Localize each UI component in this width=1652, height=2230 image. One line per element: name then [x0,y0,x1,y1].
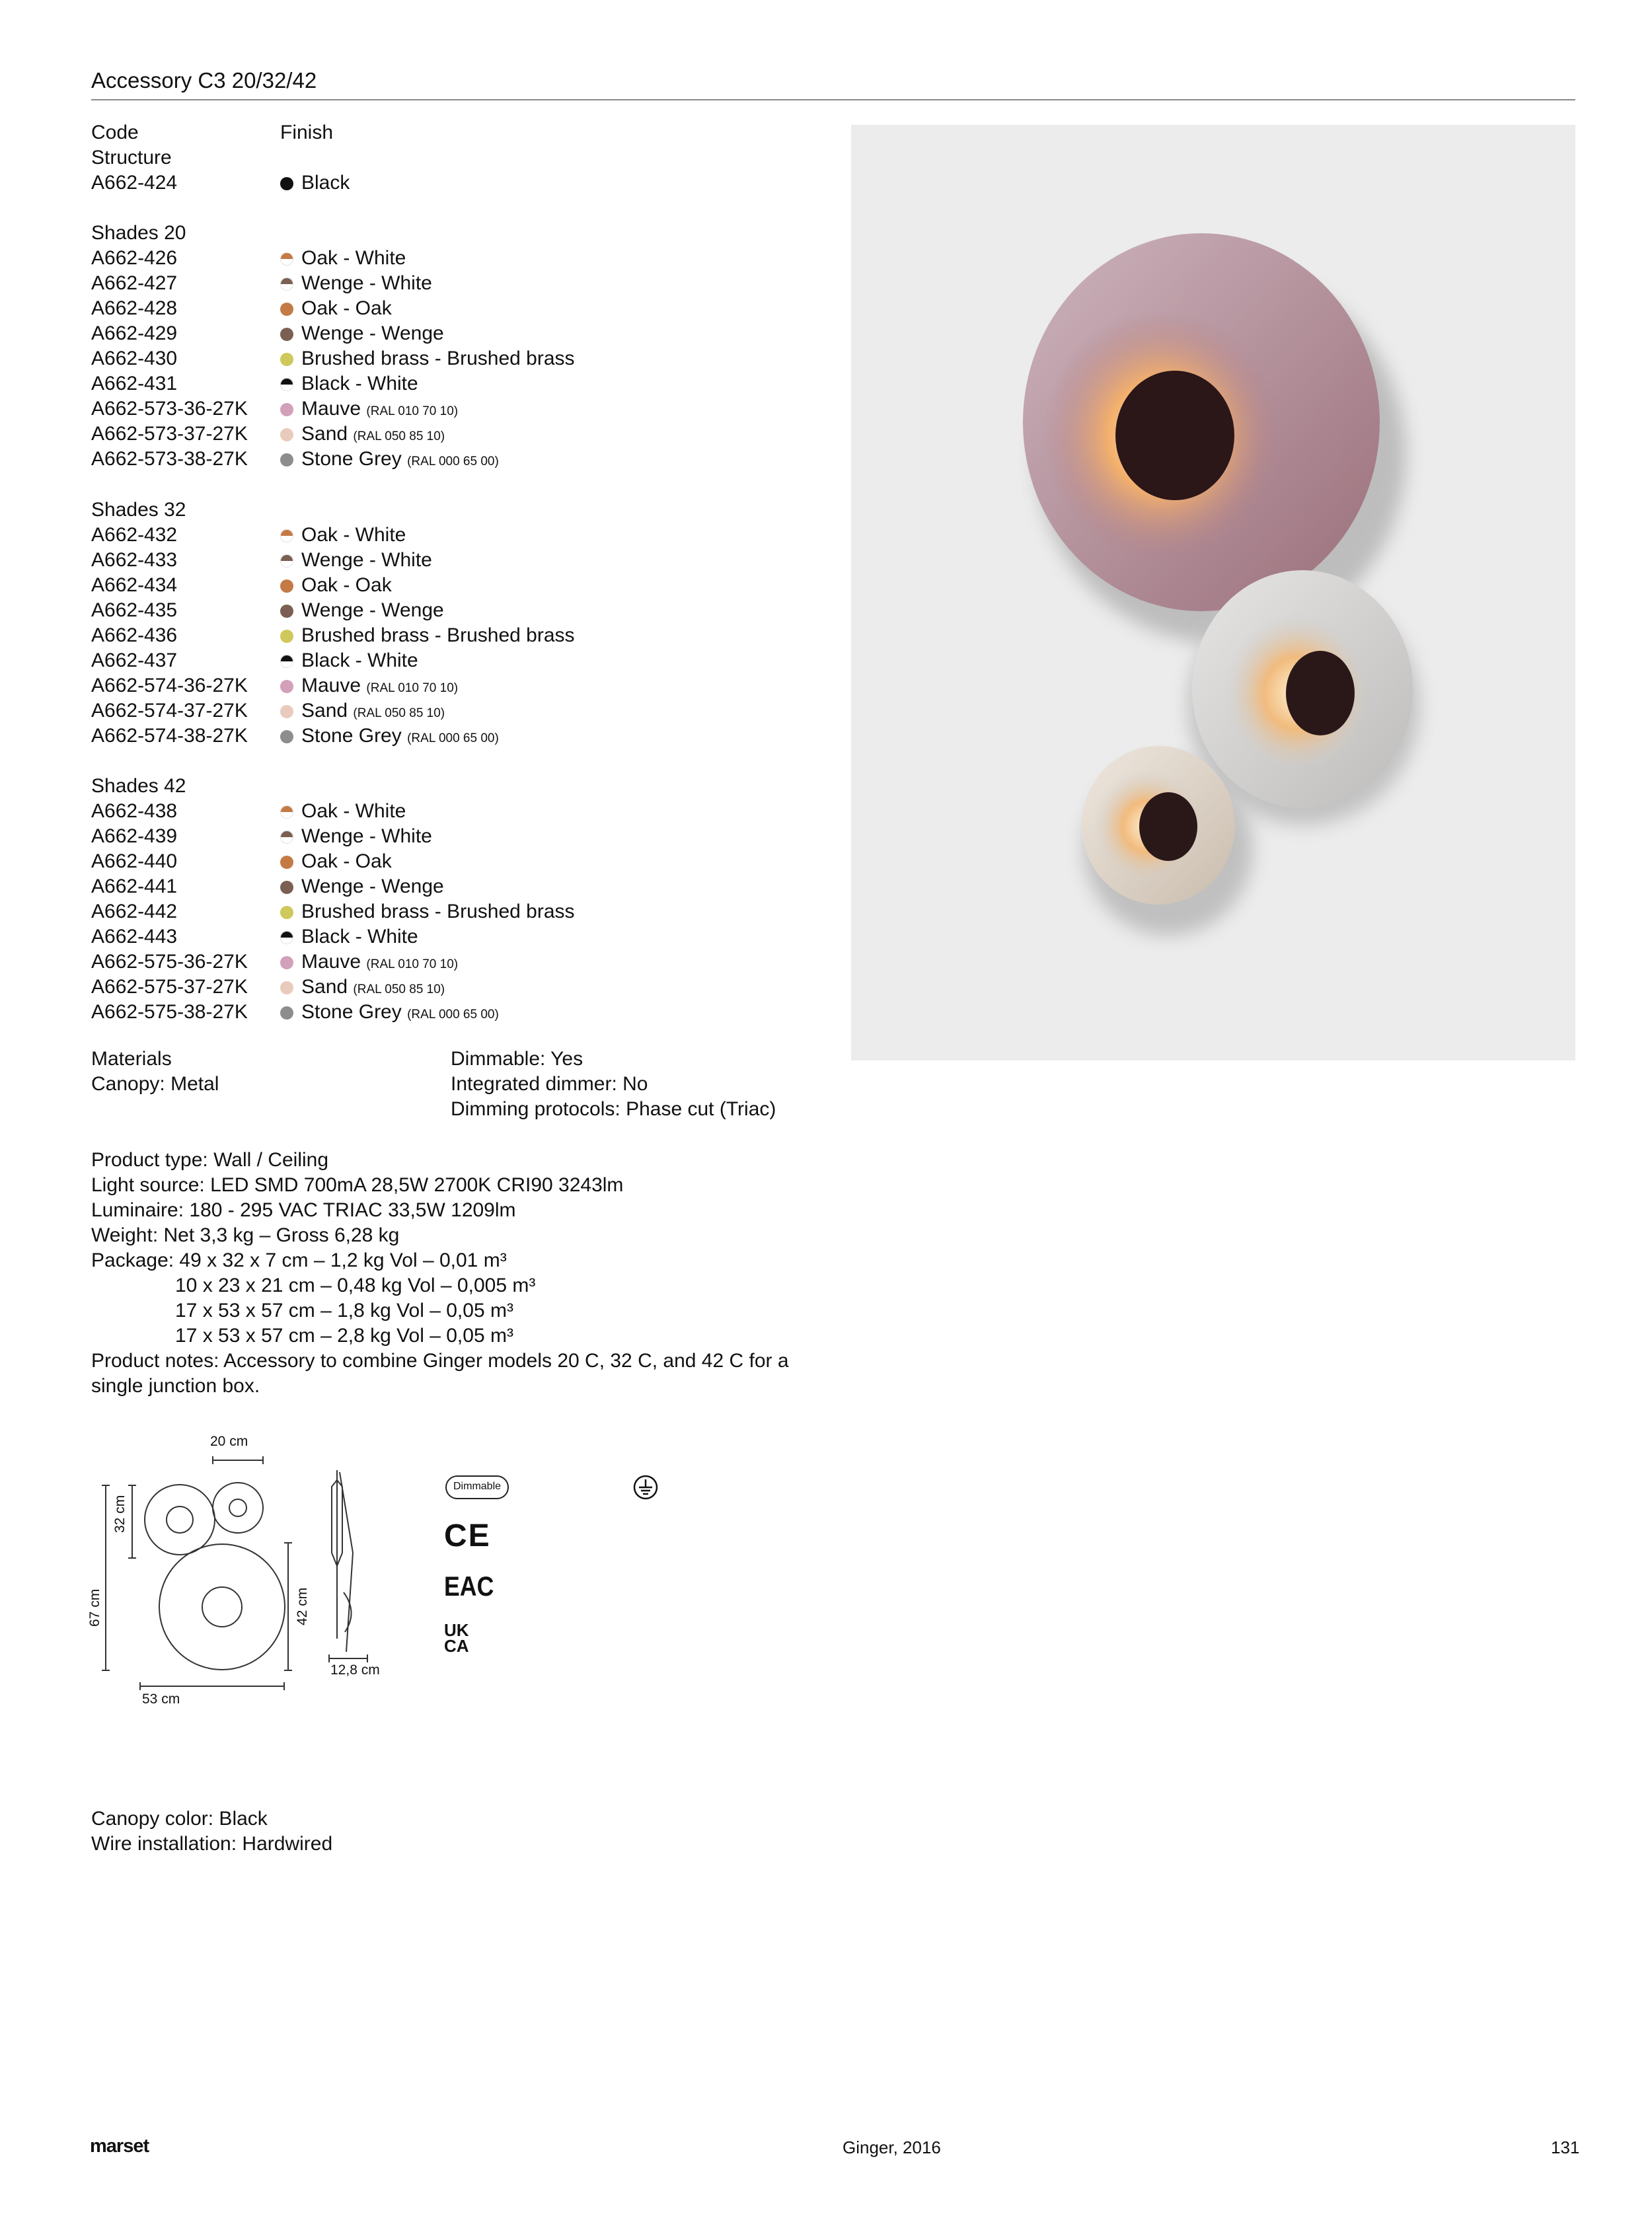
eac-mark: EAC [444,1571,494,1602]
finish-label: Oak - White [301,800,406,822]
finish-name [301,799,406,824]
ral-code: (RAL 000 65 00) [407,731,499,745]
shade-group-heading: Shades 20 [91,222,186,244]
finish-name [301,698,445,726]
product-code: A662-429 [91,322,178,344]
product-code: A662-575-37-27K [91,976,248,998]
product-code: A662-573-38-27K [91,448,248,470]
finish-swatch-icon [280,831,293,844]
finish-name [301,874,444,899]
finish-swatch-icon [280,579,293,593]
finish-name [301,396,458,424]
dimmable-badge: Dimmable [445,1475,509,1499]
finish-name [301,724,499,751]
finish-swatch-icon [280,931,293,944]
grey-shade-lamp [1192,570,1413,808]
product-code: A662-424 [91,172,178,194]
finish-label: Brushed brass - Brushed brass [301,348,575,369]
ral-code: (RAL 000 65 00) [407,455,499,468]
product-code: A662-428 [91,297,178,319]
ral-code: (RAL 050 85 10) [353,429,445,443]
finish-label: Mauve [301,951,361,973]
canopy-material: Canopy: Metal [91,1073,219,1095]
finish-swatch-icon [280,378,293,391]
dimmable-spec: Dimmable: Yes [451,1048,583,1070]
finish-name [301,899,575,924]
finish-label: Brushed brass - Brushed brass [301,901,575,922]
finish-name [301,321,444,346]
product-code: A662-432 [91,524,178,546]
finish-name [301,422,445,449]
brand-logo: marset [90,2136,149,2157]
package-line-4: 17 x 53 x 57 cm – 2,8 kg Vol – 0,05 m³ [175,1325,513,1347]
product-code: A662-573-37-27K [91,423,248,445]
ral-code: (RAL 010 70 10) [366,681,459,695]
finish-name [301,849,392,874]
title-divider [91,99,1575,100]
page-title: Accessory C3 20/32/42 [91,68,317,93]
finish-name [301,296,392,321]
finish-name [301,523,406,548]
dimming-protocols-spec: Dimming protocols: Phase cut (Triac) [451,1098,776,1120]
page-number: 131 [1551,2137,1580,2157]
package-line-3: 17 x 53 x 57 cm – 1,8 kg Vol – 0,05 m³ [175,1300,513,1321]
code-column-header: Code [91,122,139,143]
mauve-shade-lamp [1023,233,1380,611]
finish-label: Oak - Oak [301,297,392,319]
finish-label: Black - White [301,926,418,948]
ce-mark: CE [444,1518,491,1553]
finish-label: Oak - Oak [301,574,392,596]
product-code: A662-426 [91,247,178,269]
finish-swatch-icon [280,655,293,668]
finish-swatch-icon [280,403,293,416]
package-line-2: 10 x 23 x 21 cm – 0,48 kg Vol – 0,005 m³ [175,1275,536,1296]
product-code: A662-433 [91,549,178,571]
product-code: A662-431 [91,373,178,394]
product-code: A662-435 [91,599,178,621]
product-code: A662-439 [91,825,178,847]
finish-label: Wenge - Wenge [301,875,444,897]
finish-label: Wenge - Wenge [301,322,444,344]
finish-swatch-icon [280,730,293,743]
ral-code: (RAL 010 70 10) [366,404,459,418]
finish-swatch-icon [280,453,293,466]
weight: Weight: Net 3,3 kg – Gross 6,28 kg [91,1224,400,1246]
finish-swatch-icon [280,328,293,341]
dimension-drawing [86,1434,403,1725]
product-type: Product type: Wall / Ceiling [91,1149,329,1171]
product-code: A662-434 [91,574,178,596]
dim-label-42: 42 cm [295,1587,310,1625]
finish-label: Sand [301,423,348,445]
finish-swatch-icon [280,605,293,618]
product-code: A662-427 [91,272,178,294]
product-code: A662-438 [91,800,178,822]
wire-installation: Wire installation: Hardwired [91,1833,333,1855]
finish-name [301,447,499,474]
finish-label: Brushed brass - Brushed brass [301,624,575,646]
finish-swatch-icon [280,177,293,190]
finish-label: Wenge - White [301,825,432,847]
finish-label: Wenge - Wenge [301,599,444,621]
finish-label: Black - White [301,650,418,671]
product-code: A662-575-36-27K [91,951,248,973]
structure-heading: Structure [91,147,172,168]
finish-swatch-icon [280,705,293,718]
sand-shade-lamp [1082,746,1235,905]
ukca-mark-line-1: UK [444,1620,469,1640]
product-code: A662-441 [91,875,178,897]
product-code: A662-437 [91,650,178,671]
finish-name [301,1000,499,1027]
finish-label: Black [301,172,350,194]
dim-label-53: 53 cm [142,1691,180,1707]
canopy-color: Canopy color: Black [91,1808,268,1830]
finish-name [301,949,458,977]
finish-name [301,246,406,271]
finish-name [301,648,418,673]
finish-name [301,573,392,598]
finish-swatch-icon [280,303,293,316]
finish-label: Sand [301,976,348,998]
product-code: A662-573-36-27K [91,398,248,420]
product-code: A662-436 [91,624,178,646]
finish-swatch-icon [280,252,293,266]
product-code: A662-574-38-27K [91,725,248,747]
finish-swatch-icon [280,529,293,542]
ral-code: (RAL 000 65 00) [407,1008,499,1022]
ground-icon [633,1475,658,1500]
finish-name [301,673,458,701]
finish-name [301,346,575,371]
finish-swatch-icon [280,353,293,366]
finish-label: Wenge - White [301,272,432,294]
finish-swatch-icon [280,956,293,969]
finish-swatch-icon [280,1006,293,1020]
finish-label: Stone Grey [301,1001,402,1023]
product-notes-line-1: Product notes: Accessory to combine Ginger models 20 C, 32 C, and 42 C for a [91,1350,789,1372]
finish-name [301,170,350,196]
finish-name [301,924,418,949]
shade-group-heading: Shades 32 [91,499,186,521]
finish-label: Sand [301,700,348,722]
finish-label: Wenge - White [301,549,432,571]
dim-label-67: 67 cm [87,1588,102,1627]
finish-swatch-icon [280,881,293,894]
finish-name [301,824,432,849]
finish-name [301,271,432,296]
ukca-mark [444,1622,469,1654]
product-code: A662-442 [91,901,178,922]
finish-name [301,598,444,623]
ral-code: (RAL 010 70 10) [366,957,459,971]
finish-label: Oak - White [301,247,406,269]
finish-swatch-icon [280,278,293,291]
finish-swatch-icon [280,554,293,568]
dim-label-20: 20 cm [210,1434,248,1449]
materials-heading: Materials [91,1048,172,1070]
product-code: A662-574-36-27K [91,675,248,696]
finish-swatch-icon [280,981,293,994]
ral-code: (RAL 050 85 10) [353,706,445,720]
product-code: A662-575-38-27K [91,1001,248,1023]
dim-label-32: 32 cm [112,1495,128,1533]
finish-swatch-icon [280,906,293,919]
product-photo [851,125,1575,1060]
finish-swatch-icon [280,630,293,643]
product-code: A662-574-37-27K [91,700,248,722]
luminaire: Luminaire: 180 - 295 VAC TRIAC 33,5W 1209lm [91,1199,516,1221]
finish-swatch-icon [280,805,293,819]
dim-label-depth: 12,8 cm [330,1662,380,1678]
finish-label: Stone Grey [301,725,402,747]
light-source: Light source: LED SMD 700mA 28,5W 2700K CRI90 3243lm [91,1174,624,1196]
finish-label: Black - White [301,373,418,394]
finish-label: Mauve [301,398,361,420]
finish-label: Stone Grey [301,448,402,470]
finish-name [301,623,575,648]
finish-swatch-icon [280,680,293,693]
finish-column-header: Finish [280,122,334,143]
finish-label: Mauve [301,675,361,696]
finish-name [301,548,432,573]
finish-swatch-icon [280,856,293,869]
product-code: A662-443 [91,926,178,948]
product-code: A662-440 [91,850,178,872]
footer-collection: Ginger, 2016 [843,2137,941,2157]
finish-label: Oak - Oak [301,850,392,872]
product-notes-line-2: single junction box. [91,1375,260,1397]
finish-name [301,975,445,1002]
finish-label: Oak - White [301,524,406,546]
ukca-mark-line-2: CA [444,1636,469,1656]
finish-swatch-icon [280,428,293,441]
finish-name [301,371,418,396]
package-line-1: Package: 49 x 32 x 7 cm – 1,2 kg Vol – 0,01 m³ [91,1249,507,1271]
integrated-dimmer-spec: Integrated dimmer: No [451,1073,648,1095]
product-code: A662-430 [91,348,178,369]
ral-code: (RAL 050 85 10) [353,983,445,996]
shade-group-heading: Shades 42 [91,775,186,797]
